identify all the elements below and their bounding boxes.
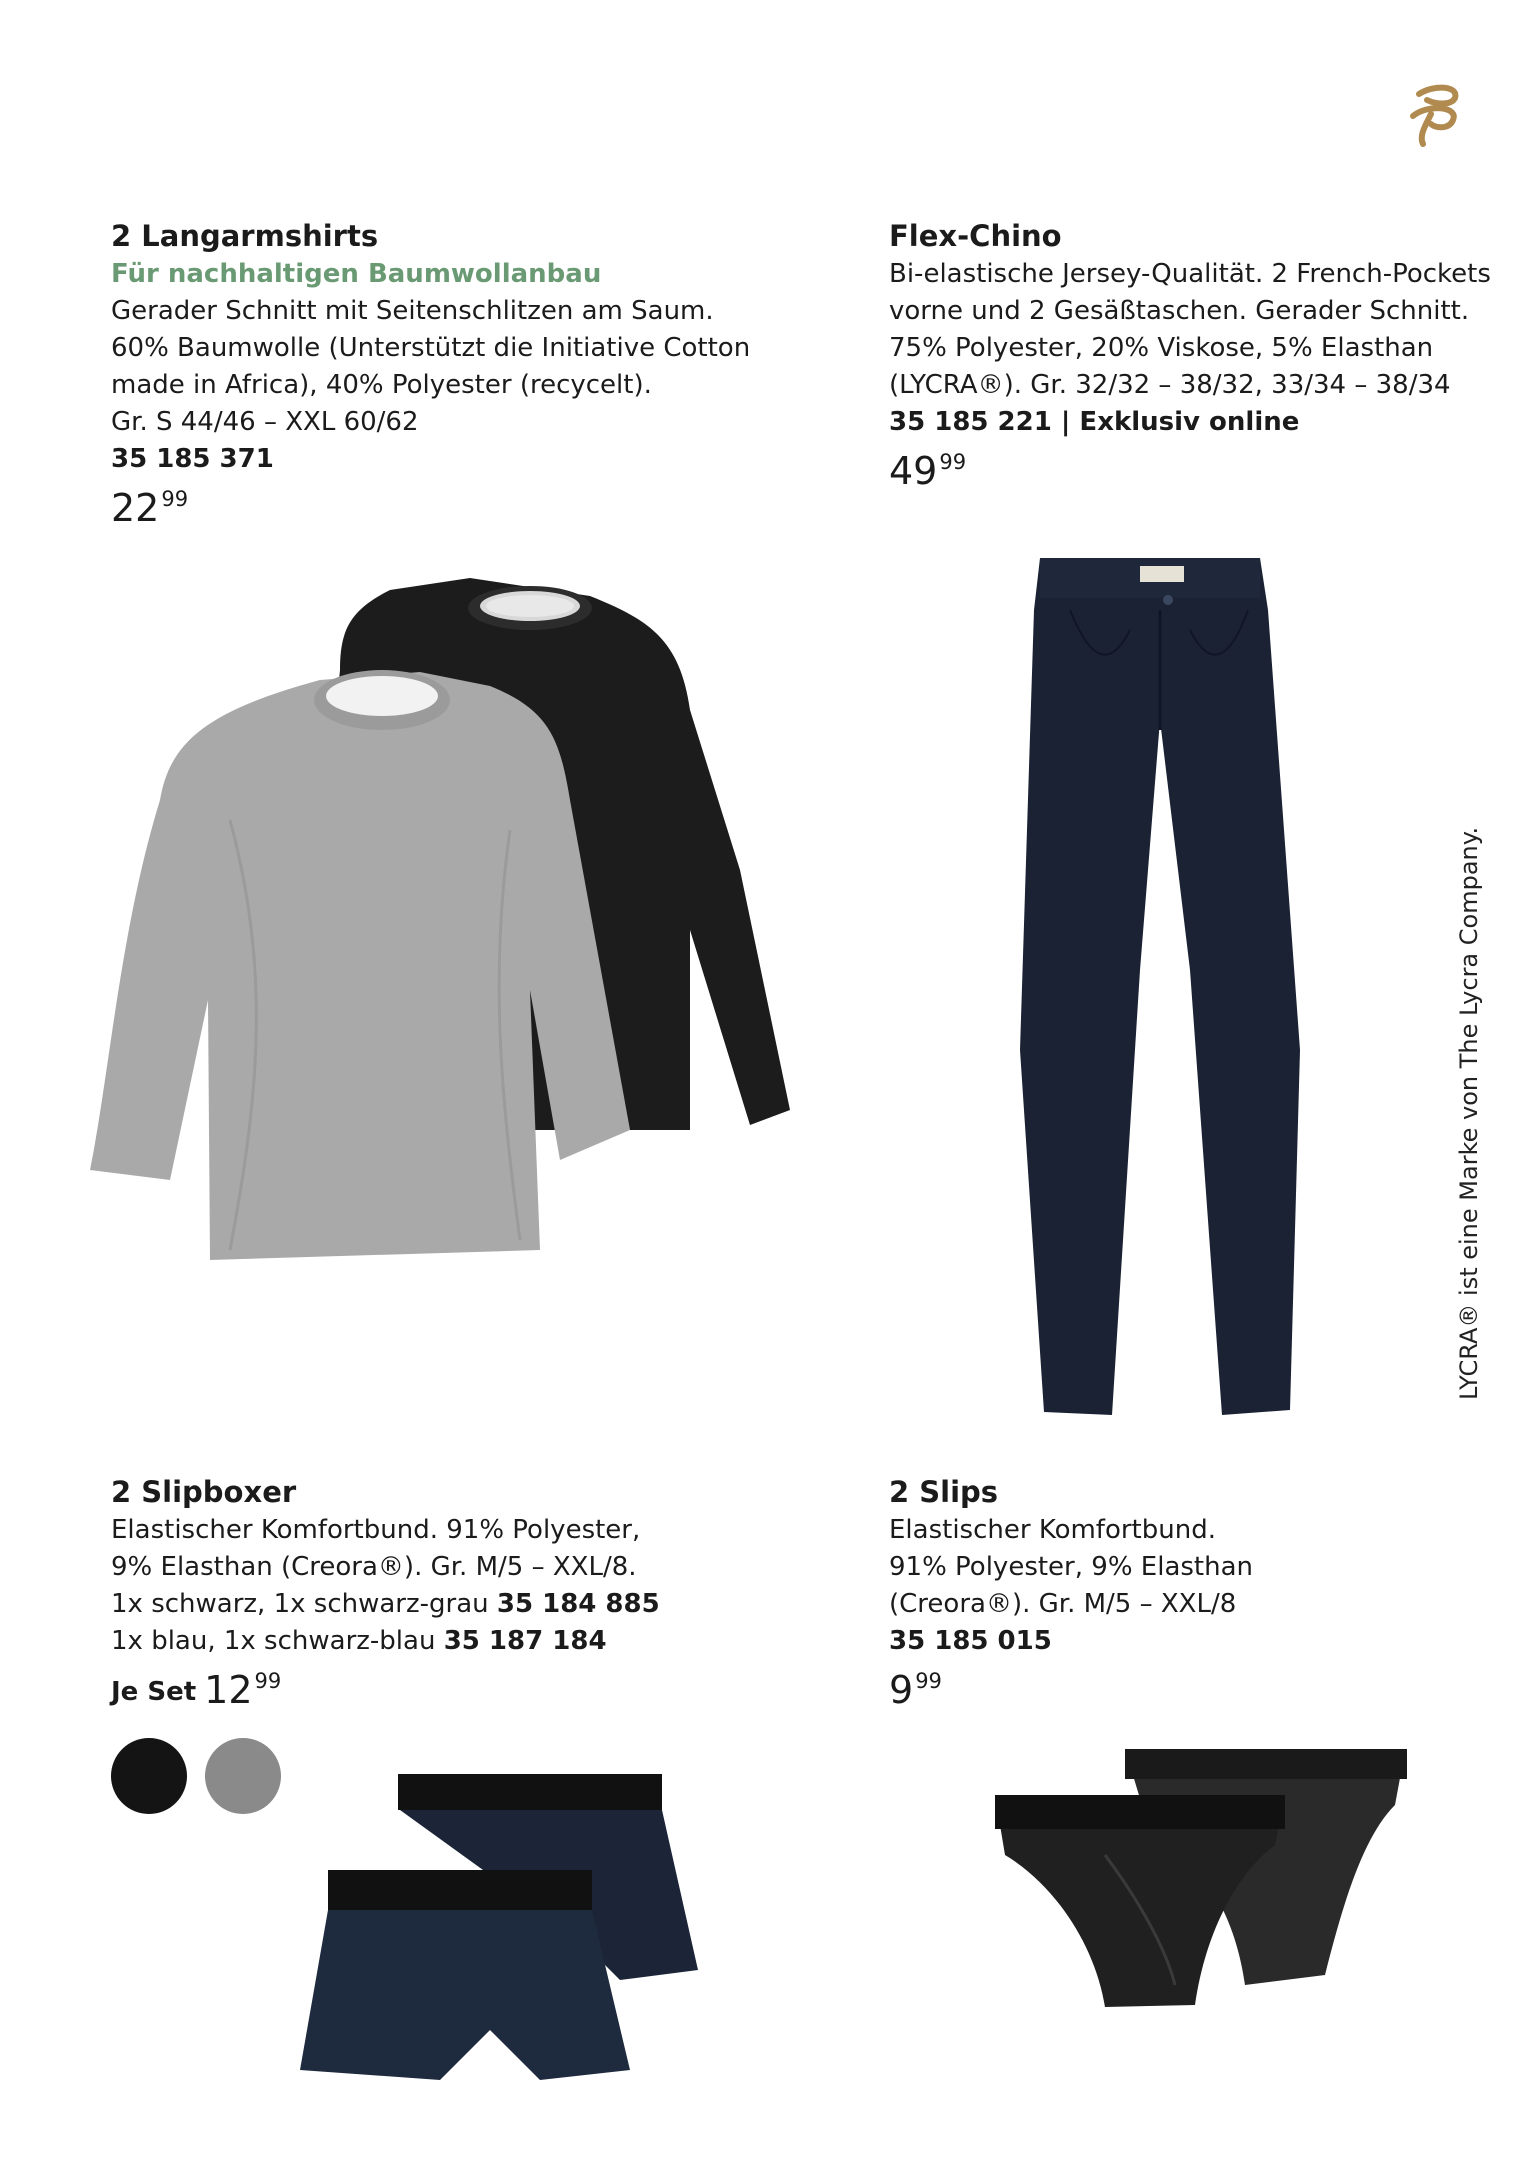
price [889, 451, 1491, 497]
product-slips [889, 1472, 1253, 1716]
color-swatch-black[interactable] [111, 1738, 187, 1814]
price-main: 12 [204, 1668, 253, 1712]
price [111, 1670, 660, 1716]
article-number: 35 185 221 | Exklusiv online [889, 407, 1300, 437]
price [111, 488, 750, 534]
boxers-image [290, 1770, 710, 2100]
product-desc-line: 75% Polyester, 20% Viskose, 5% Elasthan [889, 333, 1434, 363]
variant-text: 1x blau, 1x schwarz-blau [111, 1626, 436, 1656]
slips-image [985, 1745, 1425, 2025]
article-number: 35 185 015 [889, 1626, 1052, 1656]
product-langarmshirts [111, 216, 750, 534]
product-desc-line: Elastischer Komfortbund. [889, 1515, 1216, 1545]
article-number: 35 187 184 [443, 1626, 607, 1656]
product-desc-line: 60% Baumwolle (Unterstützt die Initiative Cotton [111, 333, 751, 363]
product-title: 2 Slipboxer [111, 1475, 297, 1509]
price-cents: 99 [915, 1669, 942, 1693]
price-main: 49 [889, 449, 938, 493]
brand-logo-icon [1405, 80, 1465, 150]
product-desc-line: vorne und 2 Gesäßtaschen. Gerader Schnitt. [889, 296, 1470, 326]
chino-image [1000, 550, 1320, 1420]
product-title: 2 Slips [889, 1475, 999, 1509]
article-number: 35 185 371 [111, 444, 274, 474]
price-cents: 99 [939, 450, 967, 474]
price-main: 9 [889, 1668, 914, 1712]
price-cents: 99 [161, 487, 189, 511]
product-flex-chino [889, 216, 1491, 497]
article-number: 35 184 885 [496, 1589, 660, 1619]
variant-text: 1x schwarz, 1x schwarz-grau [111, 1589, 489, 1619]
product-desc-line: Gr. S 44/46 – XXL 60/62 [111, 407, 419, 437]
shirts-image [90, 570, 830, 1290]
price-prefix: Je Set [111, 1677, 197, 1707]
color-swatch-grey[interactable] [205, 1738, 281, 1814]
variant-line [111, 1586, 660, 1623]
product-title: Flex-Chino [889, 219, 1062, 253]
price [889, 1670, 1253, 1716]
product-desc-line: made in Africa), 40% Polyester (recycelt). [111, 370, 652, 400]
product-desc-line: (Creora®). Gr. M/5 – XXL/8 [889, 1589, 1237, 1619]
price-cents: 99 [254, 1669, 282, 1693]
product-subtitle: Für nachhaltigen Baumwollanbau [111, 259, 602, 289]
product-title: 2 Langarmshirts [111, 219, 379, 253]
product-desc-line: (LYCRA®). Gr. 32/32 – 38/32, 33/34 – 38/34 [889, 370, 1451, 400]
product-desc-line: 91% Polyester, 9% Elasthan [889, 1552, 1253, 1582]
product-desc-line: Bi-elastische Jersey-Qualität. 2 French-Pockets [889, 259, 1491, 289]
side-note-text: LYCRA® ist eine Marke von The Lycra Company. [1455, 826, 1483, 1400]
product-desc-line: Gerader Schnitt mit Seitenschlitzen am Saum. [111, 296, 714, 326]
product-desc-line: 9% Elasthan (Creora®). Gr. M/5 – XXL/8. [111, 1552, 637, 1582]
variant-line [111, 1623, 660, 1660]
price-main: 22 [111, 486, 160, 530]
product-desc-line: Elastischer Komfortbund. 91% Polyester, [111, 1515, 641, 1545]
product-slipboxer [111, 1472, 660, 1716]
